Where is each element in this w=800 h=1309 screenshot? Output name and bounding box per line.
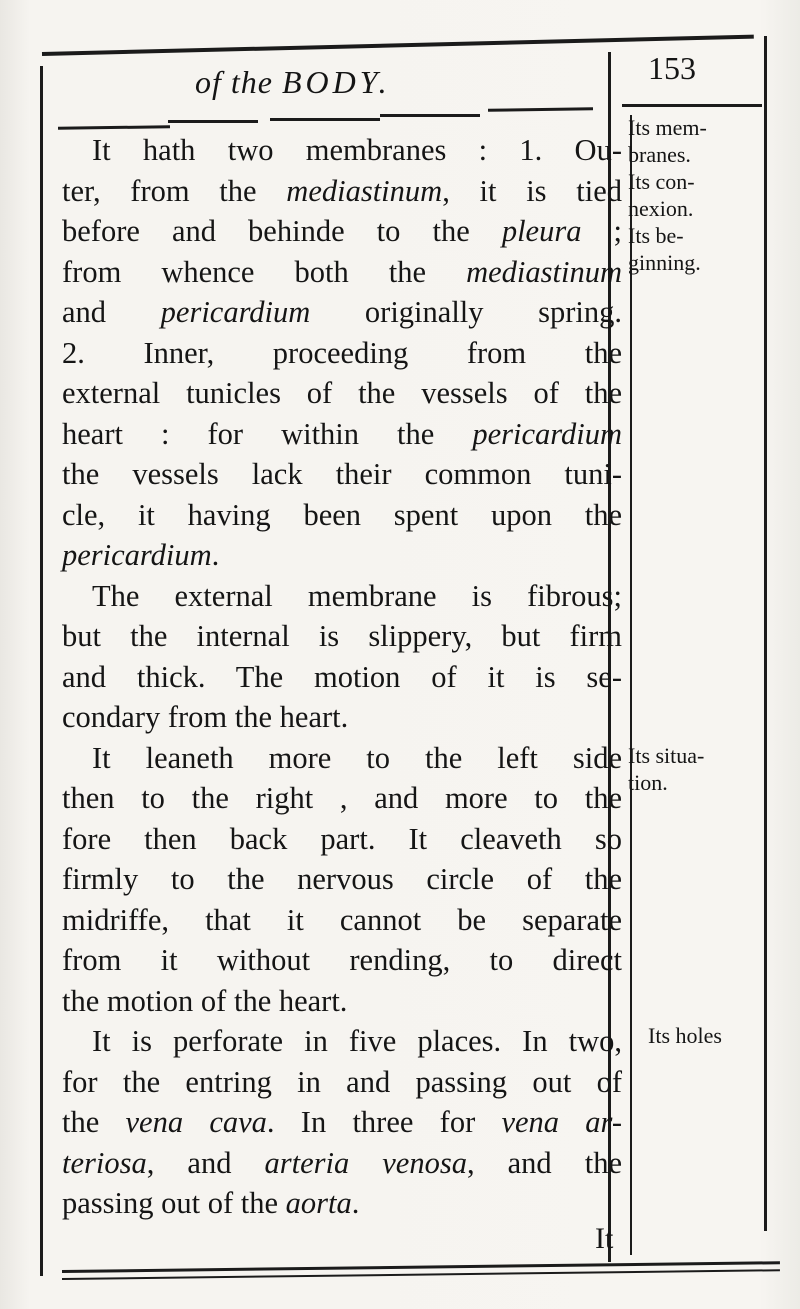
- text-run: cle, it having been spent upon the: [62, 497, 622, 532]
- italic-term: arteria venosa: [264, 1145, 467, 1180]
- text-line: [62, 981, 622, 1022]
- text-run: firmly to the nervous circle of the: [62, 862, 622, 896]
- paragraph: [62, 576, 622, 738]
- text-run: passing out of the: [62, 1186, 286, 1220]
- margin-note-membranes: [628, 114, 768, 276]
- text-run: external tunicles of the vessels of the: [62, 376, 622, 410]
- text-line: [62, 1102, 622, 1143]
- text-run: 2. Inner, proceeding from the: [62, 335, 622, 370]
- text-line: [62, 900, 622, 941]
- text-line: [62, 1143, 622, 1184]
- text-run: for the entring in and passing out of: [62, 1064, 622, 1099]
- text-run: the: [62, 1105, 126, 1139]
- text-line: [62, 657, 622, 698]
- margin-note-line: Its mem-: [628, 115, 707, 140]
- text-run: the motion of the heart.: [62, 983, 348, 1018]
- text-line: [62, 292, 622, 333]
- right-inner-rule: [630, 115, 632, 1255]
- header-title-prefix: of the: [195, 64, 273, 100]
- text-run: then to the right , and more to the: [62, 781, 622, 815]
- text-run: from whence both the: [62, 254, 467, 289]
- header-ornament-rule: [270, 118, 380, 121]
- text-run: fore then back part. It cleaveth so: [62, 821, 622, 856]
- italic-term: mediastinum: [466, 254, 622, 289]
- text-run: originally spring.: [310, 295, 622, 329]
- text-run: the vessels lack their common tuni-: [62, 457, 622, 491]
- body-text: [62, 130, 622, 1224]
- italic-term: pericardium: [472, 416, 622, 451]
- text-run: from it without rending, to direct: [62, 943, 622, 977]
- margin-note-line: tion.: [628, 770, 668, 795]
- text-run: condary from the heart.: [62, 700, 349, 734]
- text-line: [62, 940, 622, 981]
- text-line: [62, 616, 622, 657]
- text-run: It is perforate in five places. In two,: [92, 1024, 622, 1058]
- header-ornament-rule: [380, 114, 480, 117]
- text-line: [62, 211, 622, 252]
- italic-term: pleura: [501, 214, 582, 248]
- italic-term: aorta: [285, 1186, 352, 1220]
- text-run: , and the: [466, 1145, 622, 1180]
- text-line: [62, 819, 622, 860]
- italic-term: teriosa: [62, 1145, 147, 1180]
- text-line: [62, 414, 622, 455]
- text-line: [62, 333, 622, 374]
- margin-ornament-rule: [622, 104, 762, 107]
- italic-term: mediastinum: [286, 173, 443, 208]
- text-run: and: [62, 295, 161, 329]
- text-run: It leaneth more to the left side: [92, 740, 622, 775]
- text-line: [62, 1021, 622, 1062]
- text-run: ;: [581, 214, 622, 248]
- text-line: [62, 495, 622, 536]
- margin-note-line: Its con-: [628, 169, 695, 194]
- text-line: [62, 1062, 622, 1103]
- text-run: It hath two membranes : 1. Ou-: [92, 133, 622, 167]
- italic-term: pericardium: [62, 538, 212, 572]
- margin-note-holes: [648, 1022, 788, 1049]
- paragraph: [62, 1021, 622, 1224]
- header-title-caps: BODY.: [281, 64, 391, 100]
- text-run: heart : for within the: [62, 416, 473, 451]
- text-run: , and: [146, 1145, 265, 1180]
- italic-term: pericardium: [160, 295, 311, 329]
- italic-term: vena ar-: [501, 1105, 622, 1139]
- text-run: midriffe, that it cannot be separate: [62, 902, 622, 937]
- text-run: and thick. The motion of it is se-: [62, 659, 622, 694]
- italic-term: vena cava: [125, 1105, 267, 1139]
- text-line: [62, 252, 622, 293]
- margin-note-line: ginning.: [628, 250, 701, 275]
- running-header: [195, 64, 485, 101]
- margin-note-line: Its situa-: [628, 743, 705, 768]
- text-run: ter, from the: [62, 173, 287, 208]
- text-run: .: [211, 538, 220, 572]
- text-line: [62, 171, 622, 212]
- text-run: . In three for: [266, 1105, 502, 1139]
- text-run: , it is tied: [442, 173, 623, 208]
- text-line: [62, 1183, 622, 1224]
- left-frame-rule: [40, 66, 43, 1276]
- paragraph: [62, 130, 622, 576]
- text-line: [62, 697, 622, 738]
- text-run: The external membrane is fibrous;: [92, 578, 622, 613]
- margin-note-situation: [628, 742, 768, 796]
- text-run: before and behinde to the: [62, 214, 502, 248]
- paragraph: [62, 738, 622, 1022]
- text-line: [62, 130, 622, 171]
- text-line: [62, 738, 622, 779]
- page-number: 153: [648, 50, 696, 86]
- text-line: [62, 778, 622, 819]
- text-line: [62, 373, 622, 414]
- text-line: [62, 454, 622, 495]
- margin-note-line: Its holes: [648, 1023, 722, 1048]
- catchword: It: [595, 1222, 614, 1255]
- margin-note-line: Its be-: [628, 223, 684, 248]
- text-run: .: [351, 1186, 360, 1220]
- header-ornament-rule: [488, 107, 593, 111]
- text-line: [62, 576, 622, 617]
- text-run: but the internal is slippery, but firm: [62, 619, 622, 653]
- header-ornament-rule: [168, 120, 258, 123]
- margin-note-line: nexion.: [628, 196, 694, 221]
- text-line: [62, 535, 622, 576]
- margin-note-line: branes.: [628, 142, 691, 167]
- text-line: [62, 859, 622, 900]
